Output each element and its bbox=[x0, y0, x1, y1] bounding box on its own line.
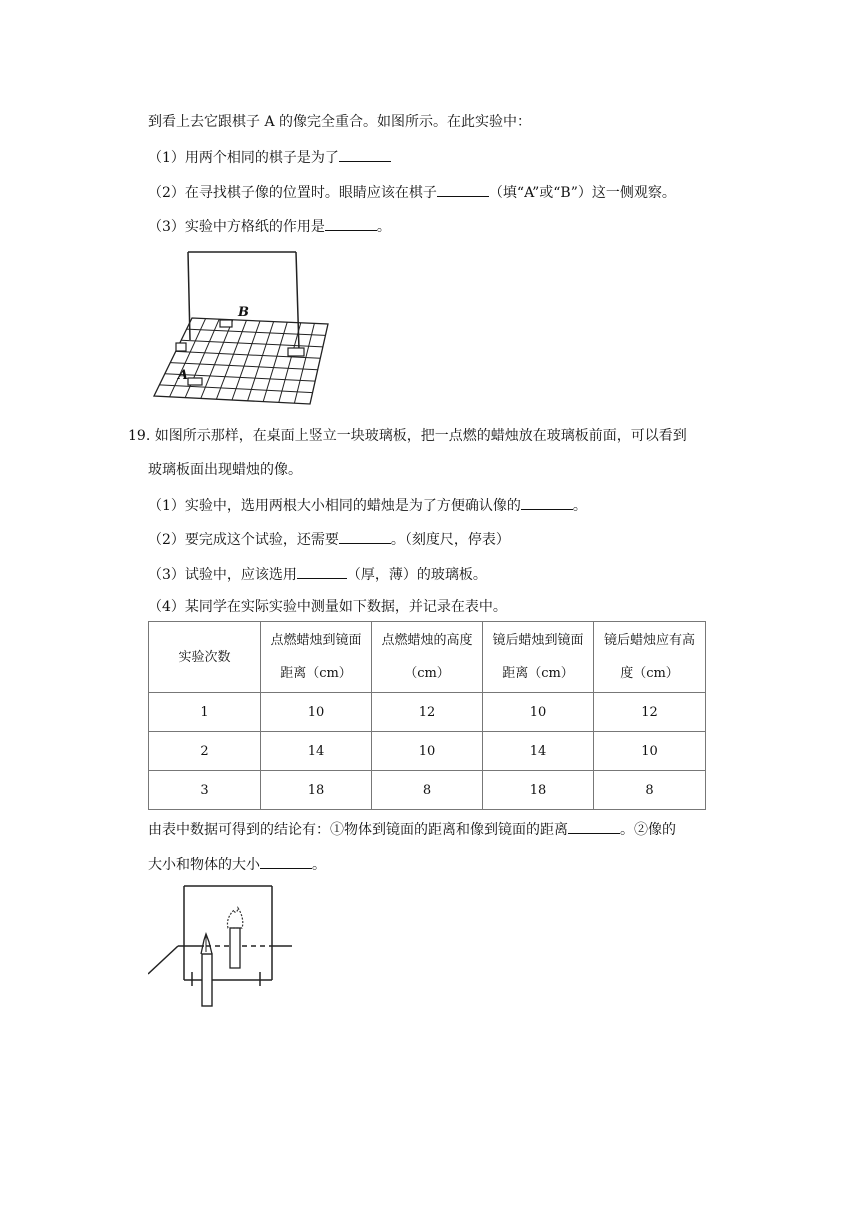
q18-part1 bbox=[148, 147, 391, 168]
q18-part3-text: （3）实验中方格纸的作用是 bbox=[148, 219, 325, 235]
answer-blank[interactable] bbox=[339, 147, 391, 162]
table-cell: 8 bbox=[594, 771, 706, 810]
table-cell: 12 bbox=[372, 693, 483, 732]
data-table bbox=[148, 621, 706, 810]
q19-part2 bbox=[148, 529, 510, 550]
q19-part1-text: （1）实验中，选用两根大小相同的蜡烛是为了方便确认像的 bbox=[148, 498, 521, 514]
table-cell: 10 bbox=[261, 693, 372, 732]
table-cell: 12 bbox=[594, 693, 706, 732]
answer-blank[interactable] bbox=[437, 182, 489, 197]
grid-paper-figure bbox=[150, 248, 335, 410]
label-b: B bbox=[238, 305, 249, 320]
q19-part4: （4）某同学在实际实验中测量如下数据，并记录在表中。 bbox=[148, 599, 507, 615]
answer-blank[interactable] bbox=[325, 216, 377, 231]
q19-part3 bbox=[148, 564, 487, 585]
q19-intro-text: 如图所示那样，在桌面上竖立一块玻璃板，把一点燃的蜡烛放在玻璃板前面，可以看到 bbox=[154, 428, 687, 444]
q19-part3-text: （3）试验中，应该选用 bbox=[148, 567, 297, 583]
table-header-cell: 实验次数 bbox=[149, 622, 261, 693]
q18-continuation-text: 到看上去它跟棋子 A 的像完全重合。如图所示。在此实验中： bbox=[148, 114, 532, 130]
label-a: A bbox=[178, 368, 189, 383]
q19-part3-tail: （厚，薄）的玻璃板。 bbox=[346, 567, 487, 583]
q18-part2 bbox=[148, 182, 676, 203]
table-row bbox=[149, 771, 706, 810]
table-row bbox=[149, 693, 706, 732]
q19-conclusion-tail2: 。 bbox=[312, 857, 326, 873]
q19-intro-line2: 玻璃板面出现蜡烛的像。 bbox=[148, 462, 302, 478]
table-cell: 3 bbox=[149, 771, 261, 810]
table-cell: 8 bbox=[372, 771, 483, 810]
answer-blank[interactable] bbox=[297, 564, 347, 579]
q19-conclusion-tail: 。②像的 bbox=[620, 822, 676, 838]
q18-part1-text: （1）用两个相同的棋子是为了 bbox=[148, 150, 339, 166]
table-header-cell: 镜后蜡烛应有高 度（cm） bbox=[594, 622, 706, 693]
q19-conclusion-text: 由表中数据可得到的结论有：①物体到镜面的距离和像到镜面的距离 bbox=[148, 822, 568, 838]
table-cell: 1 bbox=[149, 693, 261, 732]
q19-intro-line1 bbox=[128, 426, 687, 446]
answer-blank[interactable] bbox=[568, 819, 620, 834]
table-cell: 14 bbox=[483, 732, 594, 771]
table-header-cell: 点燃蜡烛到镜面 距离（cm） bbox=[261, 622, 372, 693]
table-cell: 18 bbox=[483, 771, 594, 810]
q18-part3-tail: 。 bbox=[376, 219, 391, 235]
q18-part2-text: （2）在寻找棋子像的位置时。眼睛应该在棋子 bbox=[148, 185, 437, 201]
table-cell: 14 bbox=[261, 732, 372, 771]
table-cell: 10 bbox=[372, 732, 483, 771]
q19-part2-text: （2）要完成这个试验，还需要 bbox=[148, 532, 339, 548]
answer-blank[interactable] bbox=[260, 854, 312, 869]
table-row bbox=[149, 732, 706, 771]
q19-part1 bbox=[148, 495, 587, 516]
table-header-cell: 镜后蜡烛到镜面 距离（cm） bbox=[483, 622, 594, 693]
table-cell: 10 bbox=[594, 732, 706, 771]
candle-mirror-figure bbox=[148, 884, 298, 1010]
question-number: 19. bbox=[128, 428, 151, 444]
q19-conclusion-text2: 大小和物体的大小 bbox=[148, 857, 260, 873]
q19-part2-tail: 。（刻度尺，停表） bbox=[390, 532, 510, 548]
q18-part2-tail: （填“A”或“B”）这一侧观察。 bbox=[488, 185, 676, 201]
q18-part3 bbox=[148, 216, 391, 237]
table-cell: 10 bbox=[483, 693, 594, 732]
answer-blank[interactable] bbox=[521, 495, 573, 510]
table-header-row bbox=[149, 622, 706, 693]
q19-part1-tail: 。 bbox=[572, 498, 587, 514]
answer-blank[interactable] bbox=[339, 529, 391, 544]
table-cell: 18 bbox=[261, 771, 372, 810]
table-header-cell: 点燃蜡烛的高度 （cm） bbox=[372, 622, 483, 693]
q19-conclusion-line2 bbox=[148, 854, 326, 875]
q19-conclusion-line1 bbox=[148, 819, 676, 840]
table-cell: 2 bbox=[149, 732, 261, 771]
